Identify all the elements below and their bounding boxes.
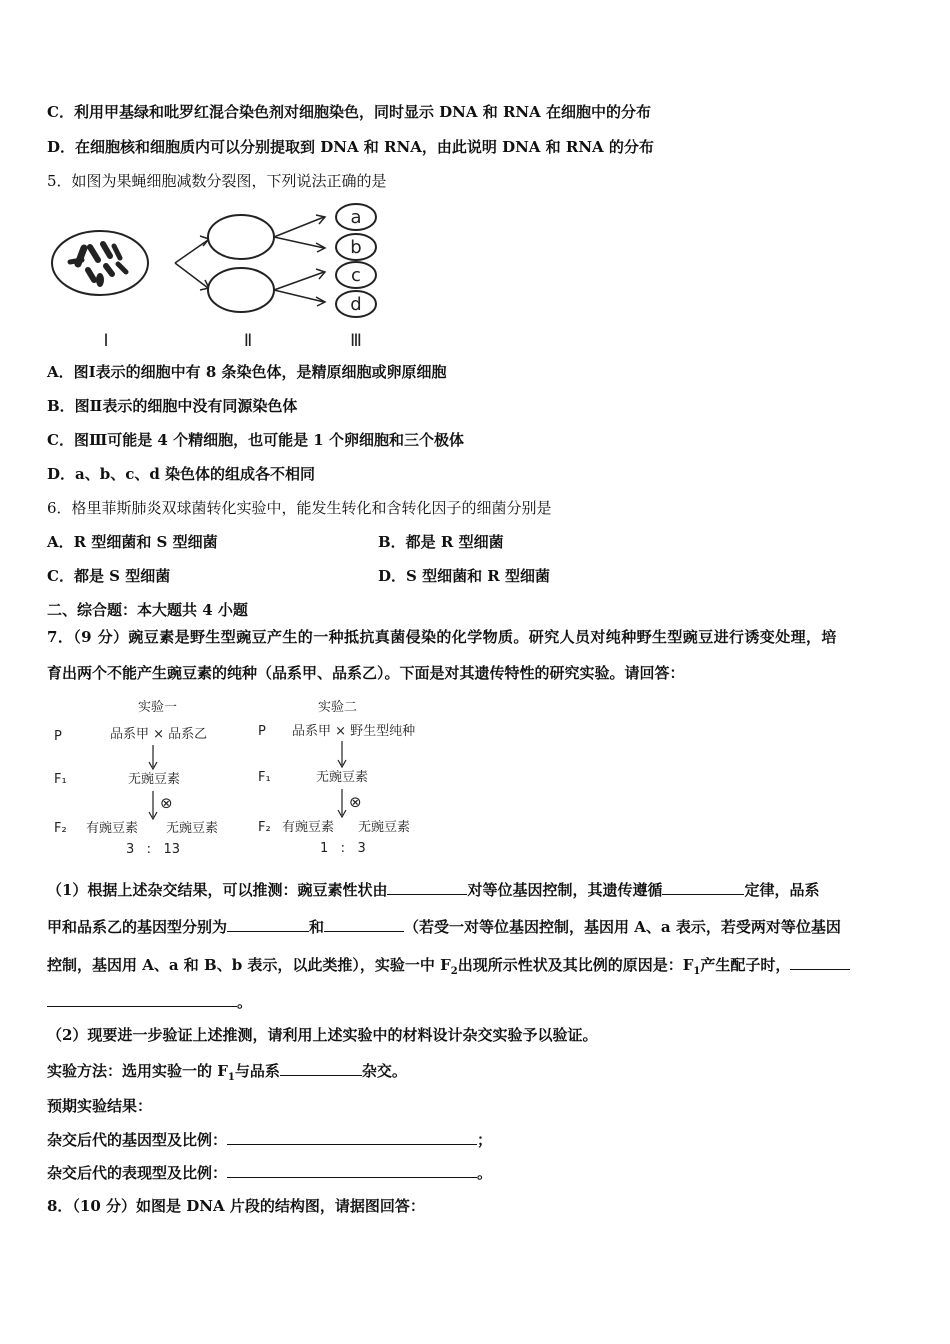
answer-blank-law[interactable]: [662, 880, 744, 895]
stage-label-1: Ⅰ: [103, 331, 109, 350]
exp2-cross: 品系甲 × 野生型纯种: [292, 724, 416, 739]
exp2-selfing-symbol: ⊗: [349, 793, 362, 811]
q4-option-c: C．利用甲基绿和吡罗红混合染色剂对细胞染色，同时显示 DNA 和 RNA 在细胞中的分布: [47, 103, 652, 121]
exp1-selfing-symbol: ⊗: [160, 794, 173, 812]
q7-part2-method: 实验方法：选用实验一的 $F_1$与品系 杂交。: [47, 1062, 407, 1083]
answer-blank-line[interactable]: [280, 1061, 362, 1076]
exp2-title: 实验二: [318, 700, 358, 715]
meiosis-figure: [48, 200, 388, 350]
section-heading: 二、综合题：本大题共 4 小题: [47, 601, 248, 619]
q7-stem-line2: 育出两个不能产生豌豆素的纯种（品系甲、品系乙）。下面是对其遗传特性的研究实验。请回答：: [47, 664, 685, 682]
cell-label-a: a: [350, 207, 362, 228]
answer-blank-reason-a[interactable]: [790, 955, 850, 970]
q7-part2-genotype: 杂交后代的基因型及比例： ；: [47, 1131, 493, 1149]
q7-part2-intro: （2）现要进一步验证上述推测，请利用上述实验中的材料设计杂交实验予以验证。: [47, 1026, 598, 1044]
answer-blank-genotype-a[interactable]: [227, 917, 309, 932]
exp1-cross: 品系甲 × 品系乙: [110, 727, 208, 742]
q4-option-d: D．在细胞核和细胞质内可以分别提取到 DNA 和 RNA，由此说明 DNA 和 RNA 的分布: [47, 138, 654, 156]
exp2-p-label: P: [258, 724, 266, 739]
q5-option-a: A．图Ⅰ表示的细胞中有 8 条染色体，是精原细胞或卵原细胞: [47, 363, 447, 381]
answer-blank-phenotype-ratio[interactable]: [227, 1163, 477, 1178]
answer-blank-reason-b[interactable]: [47, 992, 237, 1007]
stage-label-3: Ⅲ: [350, 331, 362, 350]
q5-option-c: C．图Ⅲ可能是 4 个精细胞，也可能是 1 个卵细胞和三个极体: [47, 431, 464, 449]
exp2-f1: 无豌豆素: [316, 770, 369, 785]
cell-label-c: c: [351, 265, 361, 286]
exp2-f1-label: F₁: [258, 770, 271, 785]
exp1-ratio: 3 : 13: [126, 842, 180, 857]
cross-diagram: [48, 695, 428, 865]
exp1-f2-right: 无豌豆素: [166, 821, 219, 836]
exp2-f2-right: 无豌豆素: [358, 820, 411, 835]
exp1-p-label: P: [54, 729, 62, 744]
q7-part1-line4: 。: [47, 992, 252, 1012]
exp2-ratio: 1 : 3: [320, 841, 366, 856]
q7-part1-line2: 甲和品系乙的基因型分别为 和 （若受一对等位基因控制，基因用 A、a 表示，若受两对等位基因: [47, 918, 841, 936]
answer-blank-pairs[interactable]: [387, 880, 467, 895]
q6-option-b: B．都是 R 型细菌: [378, 533, 504, 551]
q6-option-c: C．都是 S 型细菌: [47, 567, 171, 585]
q7-stem-line1: 7．（9 分）豌豆素是野生型豌豆产生的一种抵抗真菌侵染的化学物质。研究人员对纯种野生型豌豆进行诱变处理，培: [47, 628, 837, 646]
exp1-f2-left: 有豌豆素: [86, 821, 139, 836]
stage-label-2: Ⅱ: [243, 331, 253, 350]
exp2-f2-label: F₂: [258, 820, 271, 835]
exp1-f1: 无豌豆素: [128, 772, 181, 787]
cell-label-d: d: [350, 294, 362, 315]
q6-option-d: D．S 型细菌和 R 型细菌: [378, 567, 550, 585]
q5-option-b: B．图Ⅱ表示的细胞中没有同源染色体: [47, 397, 298, 415]
exp1-f2-label: F₂: [54, 821, 67, 836]
q6-option-a: A．R 型细菌和 S 型细菌: [47, 533, 218, 551]
q7-part2-expected: 预期实验结果：: [47, 1097, 153, 1115]
q7-part2-phenotype: 杂交后代的表现型及比例： 。: [47, 1164, 493, 1182]
q5-stem: 5．如图为果蝇细胞减数分裂图，下列说法正确的是: [47, 172, 387, 190]
q6-stem: 6．格里菲斯肺炎双球菌转化实验中，能发生转化和含转化因子的细菌分别是: [47, 499, 552, 517]
exp1-f1-label: F₁: [54, 772, 67, 787]
exp1-title: 实验一: [138, 700, 178, 715]
q7-part1-line1: （1）根据上述杂交结果，可以推测：豌豆素性状由 对等位基因控制，其遗传遵循 定律，品系: [47, 881, 820, 899]
q8-stem: 8．（10 分）如图是 DNA 片段的结构图，请据图回答：: [47, 1197, 425, 1215]
answer-blank-genotype-ratio[interactable]: [227, 1130, 477, 1145]
cell-label-b: b: [350, 237, 362, 258]
answer-blank-genotype-b[interactable]: [324, 917, 404, 932]
q7-part1-line3: 控制，基因用 A、a 和 B、b 表示，以此类推），实验一中 $F_2$出现所示性状及其比例的原因是：$F_1$产生配子时，: [47, 955, 850, 982]
q5-option-d: D．a、b、c、d 染色体的组成各不相同: [47, 465, 316, 483]
exp2-f2-left: 有豌豆素: [282, 820, 335, 835]
